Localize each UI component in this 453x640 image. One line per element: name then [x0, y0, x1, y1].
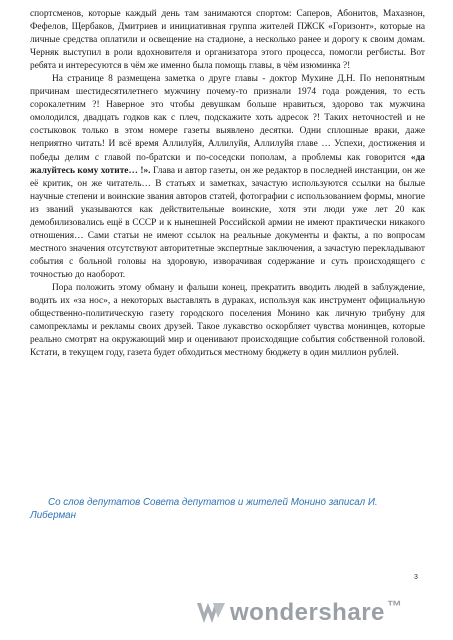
paragraph-2 — [30, 73, 425, 282]
paragraph-2-text: На странице 8 размещена заметка о друге главы - доктор Мухине Д.Н. По непонятным причинам шестидесятилетнего мужчину почему-то признали 1974 года рождения, то есть сорокалетним ?! Наверное это чтобы девушкам больше нравиться, здорово так мужчина омолодился, двадцать годков как с плеч, подскажите хоть адресок ?! Таких неточностей и не состыковок только в этом номере газеты выявлено десятки. Одни сплошные враки, даже неприятно читать! И всё время Аллилуйя, Аллилуйя, Аллилуйя главе … Успехи, достижения и победы делим с главой по-братски и по-соседски пополам, а проблемы как говорится — [30, 74, 425, 163]
signature: Со слов депутатов Совета депутатов и жителей Монино записал И. Либерман — [30, 497, 378, 521]
document-body — [30, 8, 425, 360]
page-number: 3 — [414, 574, 418, 581]
paragraph-2-bold-quote: «да жалуйтесь кому хотите… !». — [30, 152, 425, 176]
paragraph-3: Пора положить этому обману и фальши конец, прекратить вводить людей в заблуждение, водить их «за нос», а некоторых выставлять в дураках, используя как инструмент официальную общественно-политическую газету городского поселения Монино как личную трибуну для самопрекламы и рекламы своих друзей. Такое лукавство оскорбляет чувства монинцев, которые реально смотрят на окружающий мир и оценивают происходящие события собственной головой. Кстати, в текущем году, газета будет обходиться местному бюджету в один миллион рублей. — [30, 282, 425, 359]
watermark-trademark: ™ — [386, 598, 402, 615]
wondershare-logo-icon — [196, 600, 226, 626]
paragraph-1: спортсменов, которые каждый день там занимаются спортом: Саперов, Абонитов, Махазнон, Фефелов, Щербаков, Дмитриев и инициативная группа жителей ПЖСК «Горизонт», которые на личные средства оплатили и освещение на стадионе, а несколько ранее и дорогу к своим домам. Черняк выступил в роли вдохновителя и организатора этого процесса, помогли регбисты. Вот ребята и интересуются в чём же именно была помощь главы, в чём изюминка ?! — [30, 9, 425, 72]
wondershare-watermark — [196, 596, 441, 630]
watermark-text: wondershare — [230, 599, 385, 626]
paragraph-2-continuation: Глава и автор газеты, он же редактор в последней инстанции, он же её критик, он же читатель… В статьях и заметках, зачастую используются ссылки на былые научные степени и воинские звания авторов статей, фотографии с использованием формы, многие из званий указываются как действительные воинские, хотя эти люди уже лет 20 как демобилизовались ещё в СССР и к нынешней Российской армии не имеют практически никакого отношения… Сами статьи не имеют ссылок на реальные документы и факты, а по вопросам местного значения отсутствуют авторитетные экспертные заключения, а зачастую перекладывают события с больной головы на здоровую, изворачивая содержание и суть происходящего с точностью до наоборот. — [30, 165, 425, 280]
